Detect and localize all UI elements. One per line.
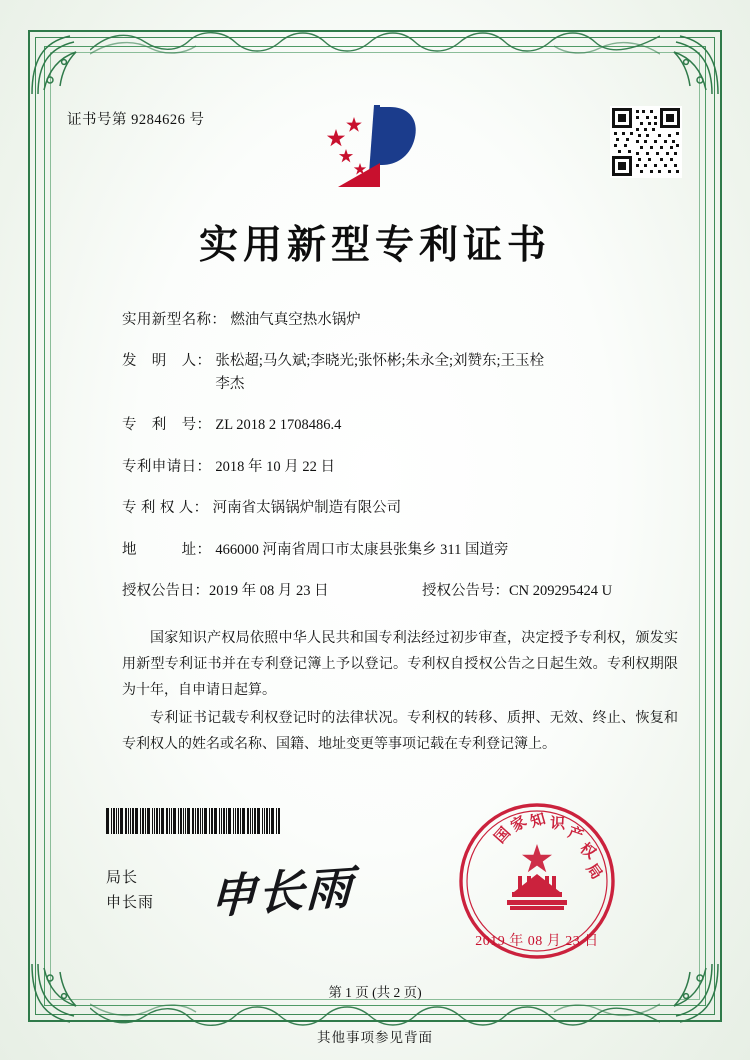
field-value: ZL 2018 2 1708486.4 [215, 417, 342, 434]
body-paragraphs [122, 626, 678, 759]
field-inventors [122, 350, 682, 395]
field-patent-number [122, 414, 682, 436]
barcode [106, 808, 306, 834]
field-grant-number [422, 580, 682, 602]
director-name-label: 申长雨 [106, 894, 155, 911]
field-grant-date [122, 580, 422, 602]
svg-text:国: 国 [490, 823, 515, 847]
field-value: 燃油气真空热水锅炉 [230, 312, 361, 328]
field-value-line1: 张松超;马久斌;李晓光;张怀彬;朱永全;刘赞东;王玉栓 [215, 353, 545, 370]
page-indicator: 第 1 页 (共 2 页) [328, 985, 422, 1000]
svg-text:产: 产 [565, 822, 586, 845]
field-label: 授权公告日： [122, 583, 209, 600]
svg-text:局: 局 [582, 859, 607, 883]
field-invention-name [122, 309, 682, 331]
field-grant-row [122, 580, 682, 602]
field-patentee [122, 497, 682, 519]
paragraph-2: 专利证书记载专利权登记时的法律状况。专利权的转移、质押、无效、终止、恢复和专利权人的姓名或名称、国籍、地址变更等事项记载在专利登记簿上。 [122, 710, 678, 752]
signature-labels [106, 866, 154, 916]
field-label: 地 址： [122, 541, 212, 558]
field-label: 实用新型名称： [122, 312, 227, 328]
field-application-date [122, 456, 682, 478]
ornament-band-top [90, 28, 660, 56]
field-value: CN 209295424 U [509, 583, 613, 600]
svg-text:知: 知 [528, 809, 548, 831]
svg-text:家: 家 [507, 812, 530, 836]
field-label: 专 利 权 人： [122, 500, 209, 517]
paragraph-1: 国家知识产权局依照中华人民共和国专利法经过初步审查，决定授予专利权，颁发实用新型专利证书并在专利登记簿上予以登记。专利权自授权公告之日起生效。专利权期限为十年，自申请日起算。 [122, 631, 678, 698]
page-title: 实用新型专利证书 [198, 222, 551, 268]
seal-date: 2019 年 08 月 23 日 [475, 934, 599, 949]
handwritten-signature: 申长雨 [209, 859, 355, 925]
field-label: 发 明 人： [122, 353, 212, 370]
field-value-line2: 李杰 [215, 375, 245, 392]
field-value: 2019 年 08 月 23 日 [209, 583, 329, 600]
field-label: 专利申请日： [122, 458, 212, 475]
field-value: 466000 河南省周口市太康县张集乡 311 国道旁 [215, 541, 509, 558]
field-label: 专 利 号： [122, 417, 212, 434]
svg-text:权: 权 [576, 838, 600, 863]
qr-code [610, 106, 682, 178]
field-value [211, 350, 682, 395]
field-value: 2018 年 10 月 22 日 [215, 458, 336, 475]
field-address [122, 539, 682, 561]
certificate-number: 证书号第 9284626 号 [67, 112, 205, 128]
field-value: 河南省太锅锅炉制造有限公司 [212, 500, 402, 517]
field-label: 授权公告号： [422, 583, 509, 600]
barcode-gap [280, 808, 281, 834]
certificate-content [62, 66, 688, 1000]
director-role-label: 局长 [106, 870, 139, 886]
cnipa-logo-icon [310, 101, 430, 193]
svg-text:识: 识 [549, 814, 566, 833]
field-list [122, 309, 682, 622]
footer-note: 其他事项参见背面 [317, 1030, 433, 1045]
